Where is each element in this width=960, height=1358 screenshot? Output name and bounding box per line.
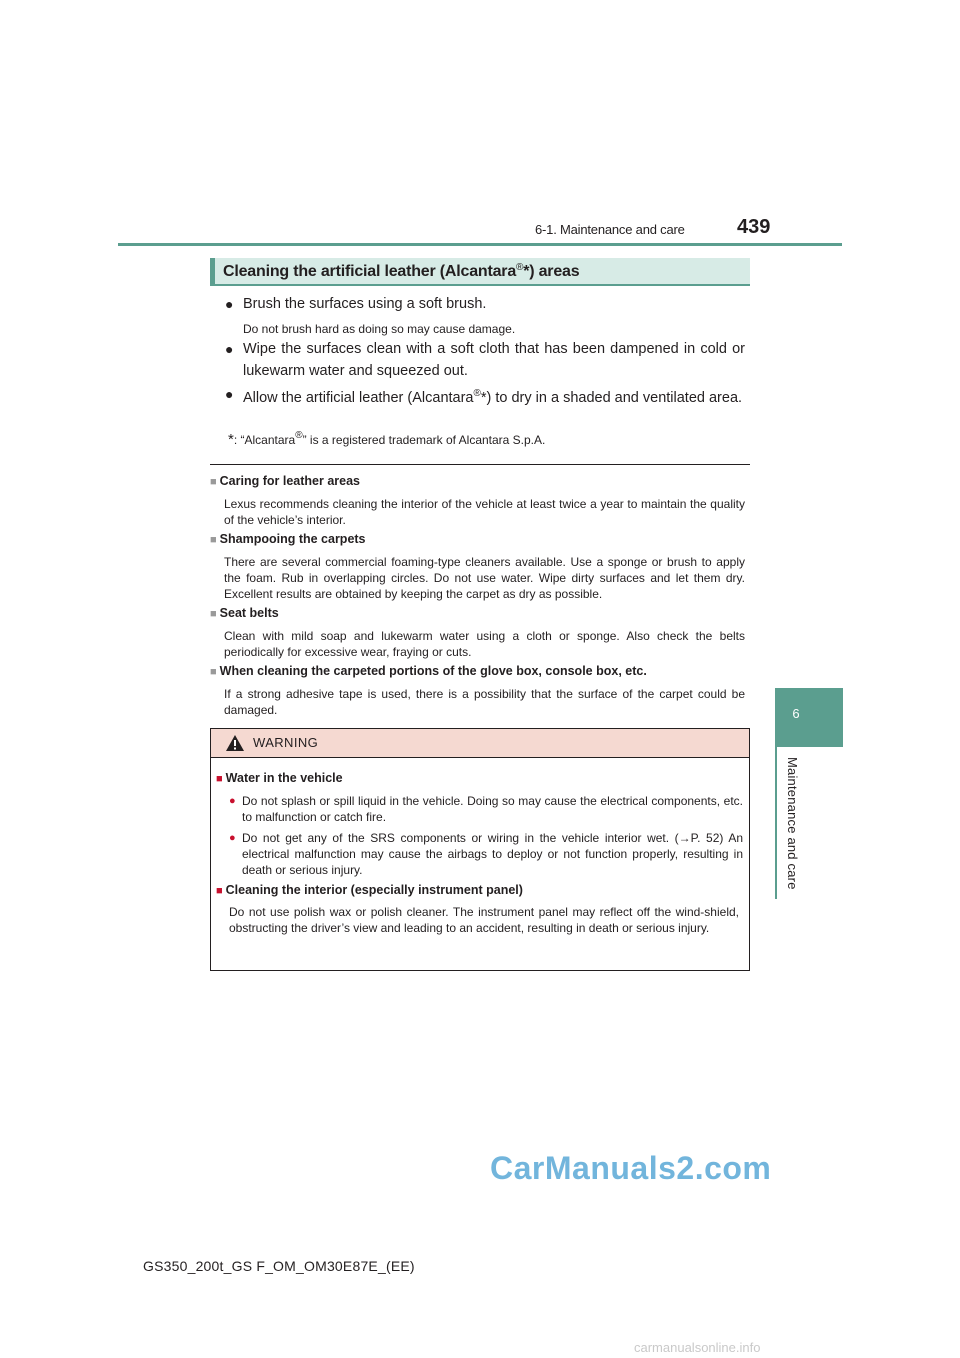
bullet-icon: ● [225, 341, 234, 357]
info-body: Lexus recommends cleaning the interior of the vehicle at least twice a year to maintain the quality of the vehicle’s interior. [224, 497, 745, 528]
watermark-site[interactable]: carmanualsonline.info [634, 1340, 761, 1355]
bullet-text: Wipe the surfaces clean with a soft cloth that has been dampened in cold or lukewarm water and squeezed out. [243, 341, 745, 379]
bullet-icon: ● [225, 296, 234, 312]
bullet-icon: ● [225, 386, 234, 402]
bullet-text: Allow the artificial leather (Alcantara®*) to dry in a shaded and ventilated area. [243, 388, 743, 406]
info-heading: ■ Shampooing the carpets [210, 532, 366, 546]
bullet-note: Do not brush hard as doing so may cause damage. [243, 322, 516, 336]
section-breadcrumb: 6-1. Maintenance and care [535, 222, 685, 237]
square-icon: ■ [210, 476, 217, 488]
bullet-icon: ● [229, 832, 236, 844]
warning-heading: ■ Water in the vehicle [216, 771, 343, 785]
watermark-bar [0, 1336, 960, 1358]
square-icon: ■ [210, 666, 217, 678]
info-heading: ■ When cleaning the carpeted portions of the glove box, console box, etc. [210, 664, 647, 678]
bullet-item [225, 338, 745, 382]
footer-code: GS350_200t_GS F_OM_OM30E87E_(EE) [143, 1258, 415, 1274]
bullet-item [225, 383, 745, 409]
watermark-logo: CarManuals2.com [490, 1150, 772, 1186]
warning-bullet: ● Do not splash or spill liquid in the vehicle. Doing so may cause the electrical components, etc. to malfunction or catch fire. [229, 794, 743, 825]
info-heading: ■ Caring for leather areas [210, 474, 360, 488]
warning-heading: ■ Cleaning the interior (especially instrument panel) [216, 883, 523, 897]
square-icon: ■ [210, 534, 217, 546]
section-title: Cleaning the artificial leather (Alcantara®*) areas [223, 262, 580, 280]
warning-bullet: ● Do not get any of the SRS components or wiring in the vehicle interior wet. (→P. 52) An electrical malfunction may cause the airbags to deploy or not function properly, resulting in death or serious injury. [229, 831, 743, 878]
page-number: 439 [737, 216, 771, 238]
chapter-tab-line [775, 747, 777, 899]
chapter-number: 6 [792, 706, 800, 721]
square-icon: ■ [210, 608, 217, 620]
bullet-item [225, 293, 745, 315]
chapter-label: Maintenance and care [785, 757, 800, 890]
warning-triangle-icon [225, 734, 245, 752]
square-icon: ■ [216, 885, 223, 897]
info-body: There are several commercial foaming-type cleaners available. Use a sponge or brush to apply the foam. Rub in overlapping circles. Do not use water. Wipe dirty surfaces and let them dry. Excellent results are obtained by keeping the carpet as dry as possible. [224, 555, 745, 602]
footnote: *: “Alcantara®” is a registered trademark of Alcantara S.p.A. [228, 430, 546, 448]
info-heading: ■ Seat belts [210, 606, 279, 620]
warning-body: Do not use polish wax or polish cleaner. The instrument panel may reflect off the wind-shield, obstructing the driver’s view and leading to an accident, resulting in death or serious injury. [229, 905, 739, 936]
square-icon: ■ [216, 773, 223, 785]
info-body: Clean with mild soap and lukewarm water using a cloth or sponge. Also check the belts periodically for excessive wear, fraying or cuts. [224, 629, 745, 660]
info-body: If a strong adhesive tape is used, there is a possibility that the surface of the carpet could be damaged. [224, 687, 745, 718]
bullet-text: Brush the surfaces using a soft brush. [243, 296, 487, 312]
divider [210, 464, 750, 465]
header-rule [118, 243, 842, 246]
bullet-icon: ● [229, 795, 236, 807]
warning-title: WARNING [253, 735, 319, 750]
